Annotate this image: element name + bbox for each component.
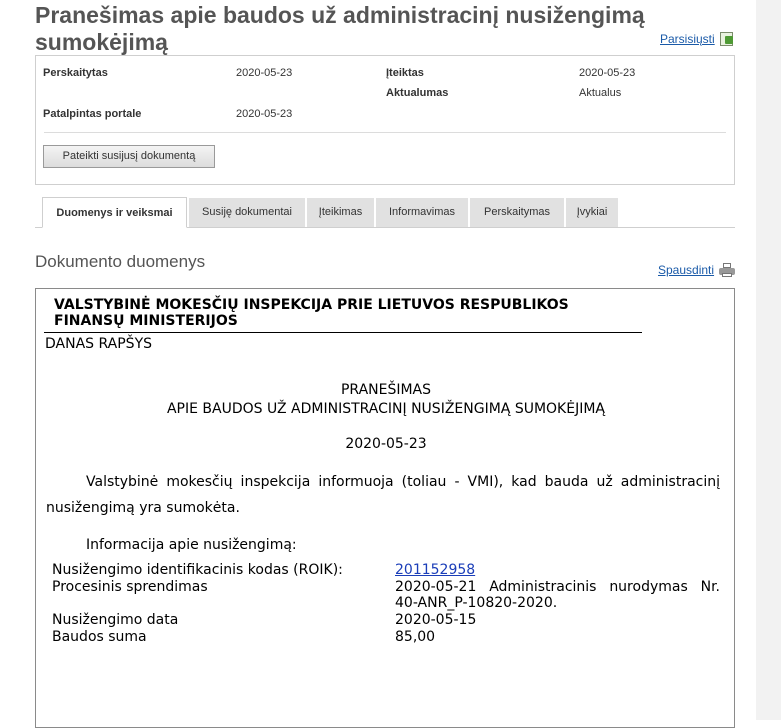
fine-amount-value: 85,00	[395, 629, 436, 645]
submitted-label: Įteiktas	[386, 67, 424, 79]
posted-value: 2020-05-23	[236, 108, 293, 120]
doc-date: 2020-05-23	[345, 436, 427, 452]
printer-icon[interactable]	[719, 263, 735, 277]
spreadsheet-icon[interactable]	[720, 32, 733, 46]
doc-subheading: APIE BAUDOS UŽ ADMINISTRACINĮ NUSIŽENGIMĄ SUMOKĖJIMĄ	[166, 401, 605, 417]
tab-data-and-actions[interactable]: Duomenys ir veiksmai	[42, 197, 187, 228]
relevance-label: Aktualumas	[386, 87, 449, 99]
submitted-value: 2020-05-23	[579, 67, 636, 79]
doc-organization: VALSTYBINĖ MOKESČIŲ INSPEKCIJA PRIE LIETUVOS RESPUBLIKOS FINANSŲ MINISTERIJOS	[44, 297, 642, 333]
relevance-value: Aktualus	[579, 87, 622, 99]
roik-link[interactable]: 201152958	[395, 562, 476, 578]
right-scroll-strip	[756, 0, 781, 720]
document-meta-box	[35, 55, 735, 185]
read-value: 2020-05-23	[236, 67, 293, 79]
fine-amount-label: Baudos suma	[52, 629, 147, 645]
doc-author: DANAS RAPŠYS	[45, 336, 153, 352]
download-link[interactable]	[660, 32, 733, 46]
print-link[interactable]	[658, 263, 735, 277]
tab-related-documents[interactable]: Susiję dokumentai	[189, 198, 305, 227]
page-title: Pranešimas apie baudos už administracinį nusižengimą sumokėjimą	[35, 2, 645, 55]
decision-value: 2020-05-21 Administracinis nurodymas Nr. 40-ANR_P-10820-2020.	[395, 579, 720, 611]
tab-notification[interactable]: Informavimas	[376, 198, 468, 227]
decision-label: Procesinis sprendimas	[52, 579, 208, 595]
download-label[interactable]: Parsisiųsti	[660, 32, 715, 46]
offense-date-value: 2020-05-15	[395, 612, 477, 628]
print-label[interactable]: Spausdinti	[658, 263, 715, 277]
tab-events[interactable]: Įvykiai	[566, 198, 618, 227]
roik-label: Nusižengimo identifikacinis kodas (ROIK):	[52, 562, 343, 578]
doc-body: Valstybinė mokesčių inspekcija informuoja (toliau - VMI), kad bauda už administracinį nusižengimą yra sumokėta.	[46, 474, 720, 516]
read-label: Perskaitytas	[43, 67, 108, 79]
offense-date-label: Nusižengimo data	[52, 612, 179, 628]
tab-bar	[35, 196, 735, 228]
submit-related-document-button[interactable]: Pateikti susijusį dokumentą	[43, 145, 215, 168]
doc-info-heading: Informacija apie nusižengimą:	[86, 537, 297, 553]
posted-label: Patalpintas portale	[43, 108, 142, 120]
tab-delivery[interactable]: Įteikimas	[307, 198, 374, 227]
doc-heading: PRANEŠIMAS	[340, 382, 432, 398]
document-preview	[35, 288, 735, 728]
divider	[44, 132, 726, 133]
tab-reading[interactable]: Perskaitymas	[470, 198, 564, 227]
section-title: Dokumento duomenys	[35, 252, 206, 271]
